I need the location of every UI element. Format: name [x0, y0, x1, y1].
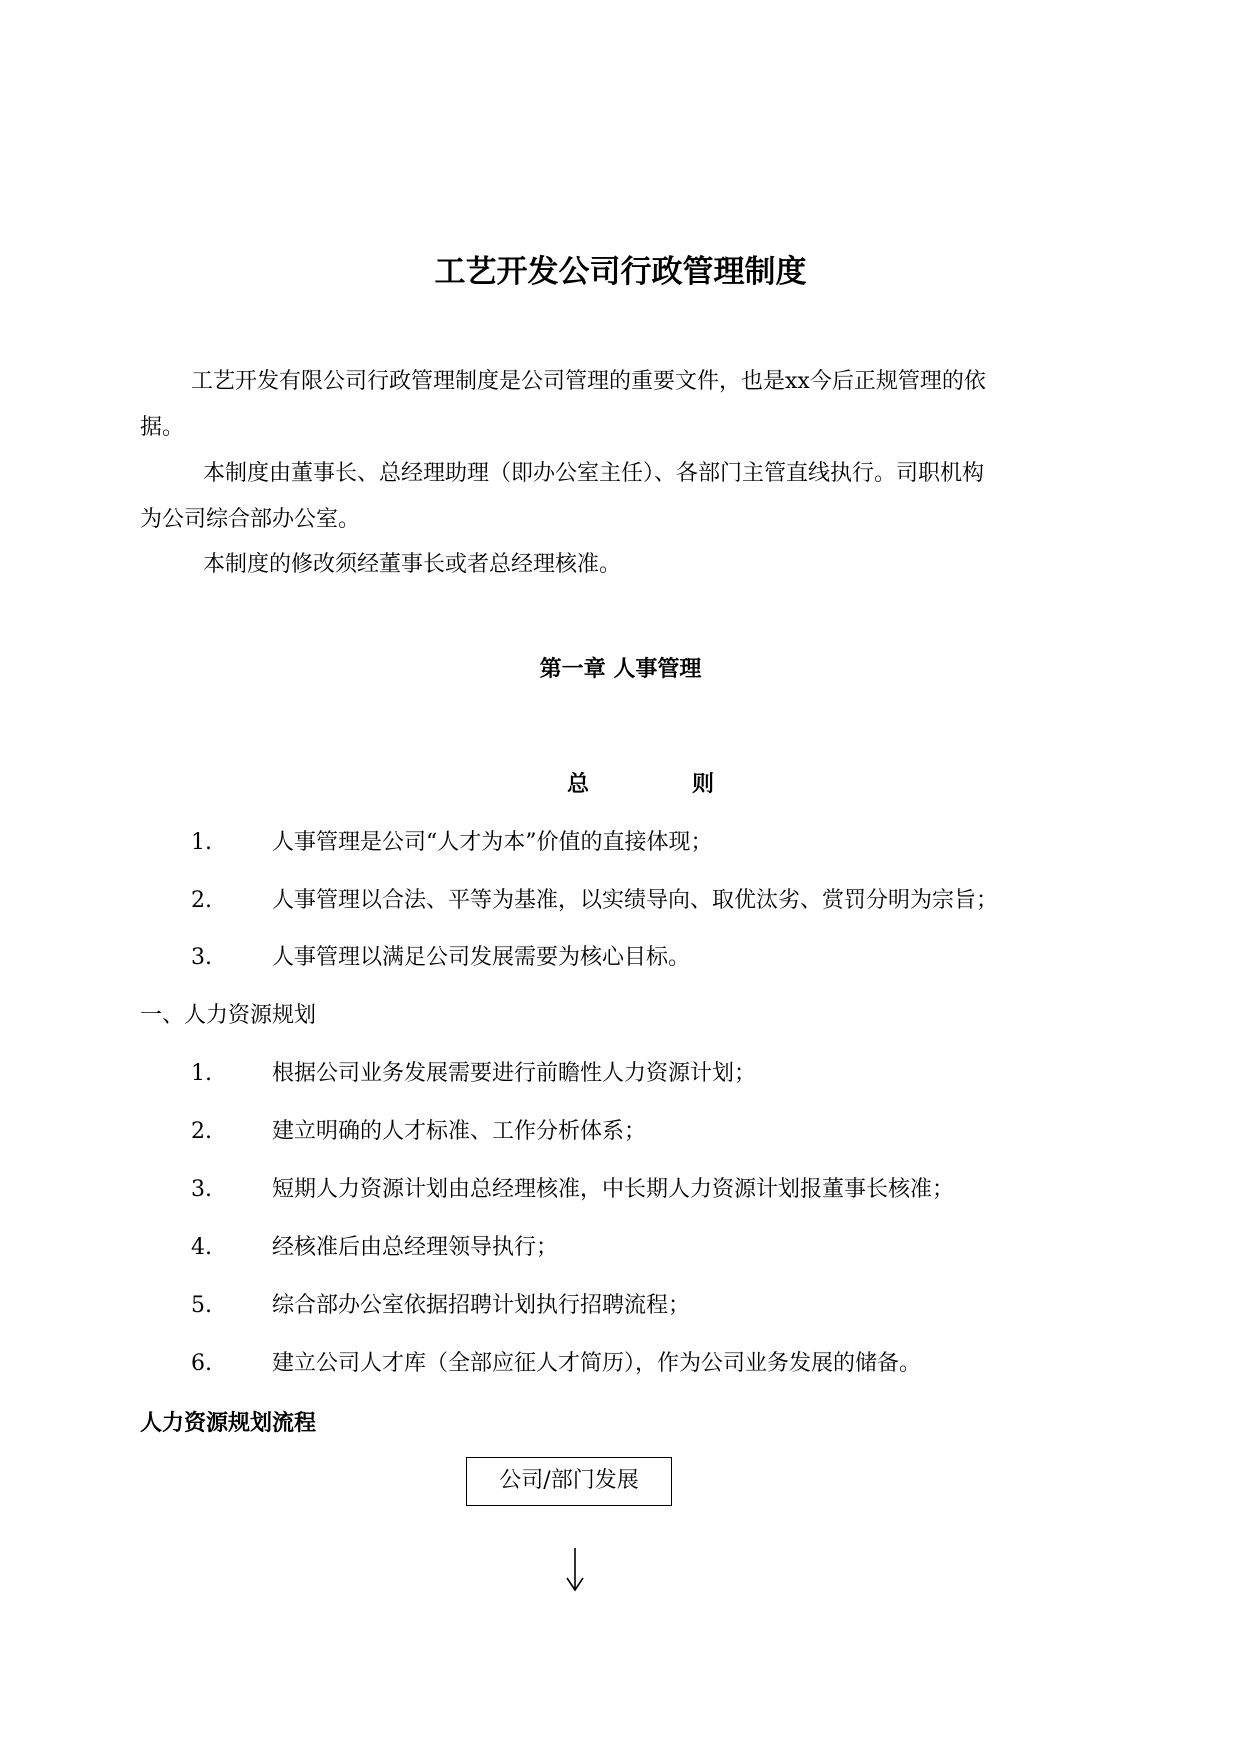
intro-paragraph-1-line-2: 据。 [140, 415, 185, 440]
down-arrow-icon [565, 1548, 585, 1592]
flow-box-company-development [466, 1457, 672, 1506]
planning-item-number: 1. [191, 1061, 212, 1086]
planning-item-text: 建立明确的人才标准、工作分析体系； [272, 1119, 647, 1144]
planning-item-text: 短期人力资源计划由总经理核准，中长期人力资源计划报董事长核准； [272, 1177, 955, 1202]
planning-item-text: 根据公司业务发展需要进行前瞻性人力资源计划； [272, 1061, 757, 1086]
general-item-text: 人事管理是公司“人才为本”价值的直接体现； [272, 830, 713, 855]
planning-item-text: 综合部办公室依据招聘计划执行招聘流程； [272, 1293, 691, 1318]
general-heading-char-2: 则 [692, 772, 715, 797]
flow-box-label: 公司/部门发展 [499, 1468, 639, 1493]
planning-item-text: 经核准后由总经理领导执行； [272, 1235, 559, 1260]
planning-item-number: 5. [191, 1293, 212, 1318]
planning-item-number: 4. [191, 1235, 212, 1260]
general-item-number: 3. [191, 945, 212, 970]
section-heading-hr-planning: 一、人力资源规划 [140, 1003, 317, 1028]
flow-heading: 人力资源规划流程 [140, 1411, 317, 1436]
general-item-text: 人事管理以满足公司发展需要为核心目标。 [272, 945, 691, 970]
planning-item-text: 建立公司人才库（全部应征人才简历），作为公司业务发展的储备。 [272, 1351, 922, 1376]
general-item-number: 2. [191, 888, 212, 913]
planning-item-number: 3. [191, 1177, 212, 1202]
intro-paragraph-1-line-1: 工艺开发有限公司行政管理制度是公司管理的重要文件，也是xx今后正规管理的依 [191, 369, 986, 394]
planning-item-number: 6. [191, 1351, 212, 1376]
intro-paragraph-3: 本制度的修改须经董事长或者总经理核准。 [203, 552, 622, 577]
chapter-title: 第一章 人事管理 [539, 657, 702, 682]
general-heading-char-1: 总 [567, 772, 590, 797]
intro-paragraph-2-line-1: 本制度由董事长、总经理助理（即办公室主任）、各部门主管直线执行。司职机构 [203, 461, 985, 486]
general-item-number: 1. [191, 830, 212, 855]
document-title: 工艺开发公司行政管理制度 [434, 254, 807, 290]
intro-paragraph-2-line-2: 为公司综合部办公室。 [140, 507, 361, 532]
planning-item-number: 2. [191, 1119, 212, 1144]
general-item-text: 人事管理以合法、平等为基准，以实绩导向、取优汰劣、赏罚分明为宗旨； [272, 888, 999, 913]
